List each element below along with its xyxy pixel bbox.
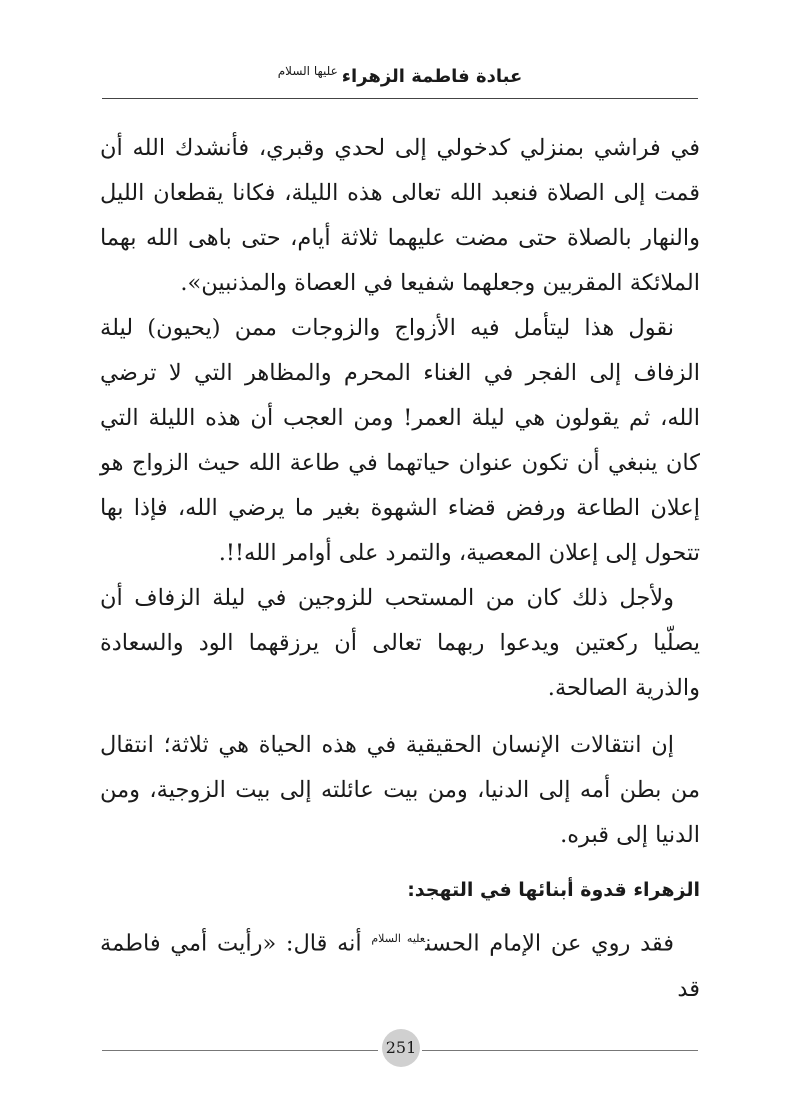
paragraph-4: إن انتقالات الإنسان الحقيقية في هذه الحياة هي ثلاثة؛ انتقال من بطن أمه إلى الدنيا، ومن بيت عائلته إلى بيت الزوجية، ومن الدنيا إلى قبره. <box>100 732 700 848</box>
footer-rule-left <box>102 1050 378 1051</box>
paragraph-3: ولأجل ذلك كان من المستحب للزوجين في ليلة الزفاف أن يصلّيا ركعتين ويدعوا ربهما تعالى أن يرزقهما الود والسعادة والذرية الصالحة. <box>100 585 700 701</box>
paragraph-5 <box>100 916 700 1012</box>
body-text <box>100 126 700 1012</box>
paragraph-5-start: فقد روي عن الإمام الحسن <box>425 930 675 957</box>
page-number: 251 <box>382 1029 420 1067</box>
header-rule <box>102 98 698 99</box>
paragraph-5-end: أنه قال: «رأيت أمي فاطمة قد <box>100 930 700 1002</box>
header-honorific: عليها السلام <box>277 64 338 78</box>
header-title: عبادة فاطمة الزهراء <box>341 66 523 87</box>
paragraph-1: في فراشي بمنزلي كدخولي إلى لحدي وقبري، فأنشدك الله أن قمت إلى الصلاة فنعبد الله تعالى هذه الليلة، فكانا يقطعان الليل والنهار بالصلاة حتى مضت عليهما ثلاثة أيام، حتى باهى الله بهما الملائكة المقربين وجعلهما شفيعا في العصاة والمذنبين». <box>100 135 700 296</box>
footer-rule-right <box>422 1050 698 1051</box>
section-heading: الزهراء قدوة أبنائها في التهجد: <box>407 879 700 901</box>
paragraph-2: نقول هذا ليتأمل فيه الأزواج والزوجات ممن (يحيون) ليلة الزفاف إلى الفجر في الغناء المحرم والمظاهر التي لا ترضي الله، ثم يقولون هي ليلة العمر! ومن العجب أن هذه الليلة التي كان ينبغي أن تكون عنوان حياتهما في طاعة الله حيث الزواج هو إعلان الطاعة ورفض قضاء الشهوة بغير ما يرضي الله، فإذا بها تتحول إلى إعلان المعصية، والتمرد على أوامر الله!!. <box>100 315 700 566</box>
running-header <box>0 56 800 92</box>
inline-honorific: عليه السلام <box>371 932 426 945</box>
